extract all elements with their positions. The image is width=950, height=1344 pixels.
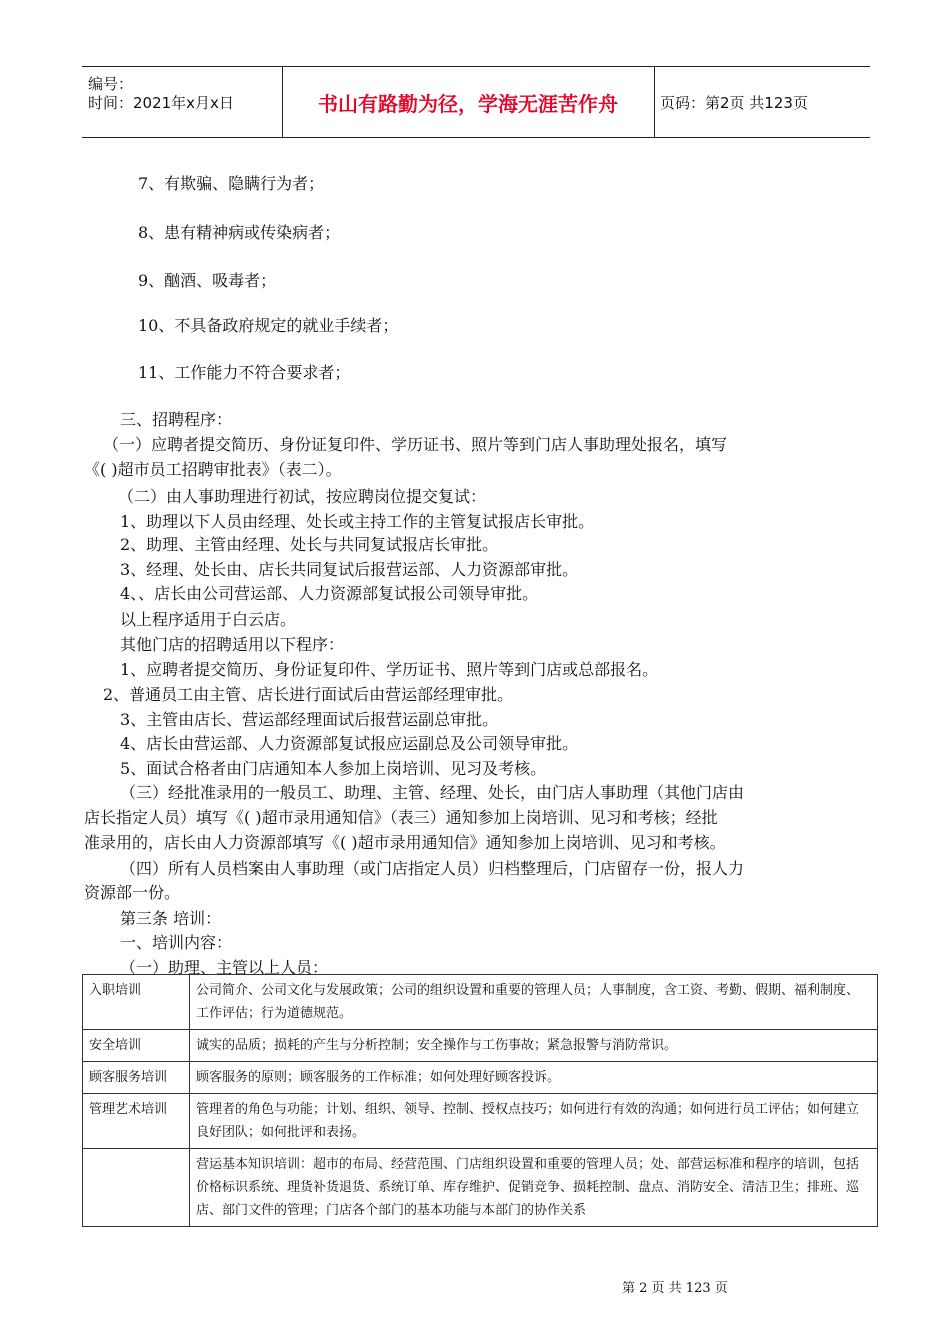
- table-cell-value: 营运基本知识培训：超市的布局、经营范围、门店组织设置和重要的管理人员；处、部营运标准和程序的培训，包括价格标识系统、理货补货退货、系统订单、库存维护、促销竞争、损耗控制、盘点、消防安全、清洁卫生；排班、巡店、部门文件的管理；门店各个部门的基本功能与本部门的协作关系: [190, 1149, 878, 1227]
- table-cell-value: 公司简介、公司文化与发展政策；公司的组织设置和重要的管理人员；人事制度，含工资、考勤、假期、福利制度、工作评估；行为道德规范。: [190, 975, 878, 1030]
- table-cell-key: 安全培训: [83, 1030, 190, 1062]
- table-row: [83, 1094, 878, 1149]
- text-line: 1、应聘者提交简历、身份证复印件、学历证书、照片等到门店或总部报名。: [120, 660, 659, 679]
- training-table: [82, 974, 878, 1227]
- header-page-info: 页码：第2页 共123页: [660, 93, 808, 112]
- table-cell-value: 顾客服务的原则；顾客服务的工作标准；如何处理好顾客投诉。: [190, 1062, 878, 1094]
- text-line: 以上程序适用于白云店。: [120, 610, 297, 629]
- text-line: 3、经理、处长由、店长共同复试后报营运部、人力资源部审批。: [120, 560, 579, 579]
- text-line: 资源部一份。: [84, 883, 181, 902]
- text-line: 3、主管由店长、营运部经理面试后报营运副总审批。: [120, 710, 499, 729]
- text-line: 1、助理以下人员由经理、处长或主持工作的主管复试报店长审批。: [120, 512, 595, 531]
- table-cell-key: 管理艺术培训: [83, 1094, 190, 1149]
- text-line: 5、面试合格者由门店通知本人参加上岗培训、见习及考核。: [120, 759, 547, 778]
- section-heading: 第三条 培训：: [120, 909, 222, 928]
- text-line: 2、助理、主管由经理、处长与共同复试报店长审批。: [120, 535, 499, 554]
- page-header: [82, 66, 870, 138]
- table-cell-key: 顾客服务培训: [83, 1062, 190, 1094]
- text-line: 8、患有精神病或传染病者；: [138, 223, 341, 242]
- text-line: （二）由人事助理进行初试，按应聘岗位提交复试：: [118, 487, 487, 506]
- page-footer: 第 2 页 共 123 页: [622, 1281, 728, 1296]
- text-line: 4、、店长由公司营运部、人力资源部复试报公司领导审批。: [120, 584, 539, 603]
- table-row: [83, 1062, 878, 1094]
- table-row: [83, 1149, 878, 1227]
- text-line: 店长指定人员）填写《( )超市录用通知信》（表三）通知参加上岗培训、见习和考核；经批: [84, 808, 718, 827]
- text-line: 10、不具备政府规定的就业手续者；: [138, 316, 399, 335]
- header-motto: 书山有路勤为径，学海无涯苦作舟: [282, 67, 655, 137]
- table-cell-value: 管理者的角色与功能；计划、组织、领导、控制、授权点技巧；如何进行有效的沟通；如何进行员工评估；如何建立良好团队；如何批评和表扬。: [190, 1094, 878, 1149]
- table-row: [83, 1030, 878, 1062]
- text-line: （一）助理、主管以上人员：: [120, 958, 329, 977]
- header-meta: [82, 67, 283, 137]
- text-line: 一、培训内容：: [120, 933, 233, 952]
- text-line: 9、酗酒、吸毒者；: [138, 271, 277, 290]
- text-line: （四）所有人员档案由人事助理（或门店指定人员）归档整理后，门店留存一份，报人力: [120, 859, 745, 878]
- number-label: 编号：: [88, 75, 134, 93]
- section-heading: 三、招聘程序：: [120, 410, 233, 429]
- text-line: 11、工作能力不符合要求者；: [138, 363, 351, 382]
- text-line: 准录用的，店长由人力资源部填写《( )超市录用通知信》通知参加上岗培训、见习和考核。: [84, 833, 726, 852]
- text-line: （一）应聘者提交简历、身份证复印件、学历证书、照片等到门店人事助理处报名，填写: [103, 435, 728, 454]
- text-line: （三）经批准录用的一般员工、助理、主管、经理、处长，由门店人事助理（其他门店由: [120, 783, 745, 802]
- table-cell-key: 入职培训: [83, 975, 190, 1030]
- text-line: 其他门店的招聘适用以下程序：: [120, 635, 345, 654]
- text-line: 4、店长由营运部、人力资源部复试报应运副总及公司领导审批。: [120, 734, 579, 753]
- table-cell-value: 诚实的品质；损耗的产生与分析控制；安全操作与工伤事故；紧急报警与消防常识。: [190, 1030, 878, 1062]
- text-line: 7、有欺骗、隐瞒行为者；: [138, 174, 325, 193]
- text-line: 《( )超市员工招聘审批表》（表二）。: [84, 460, 342, 479]
- text-line: 2、普通员工由主管、店长进行面试后由营运部经理审批。: [103, 685, 514, 704]
- table-row: [83, 975, 878, 1030]
- time-label: 时间：2021年x月x日: [88, 94, 234, 112]
- table-cell-key: [83, 1149, 190, 1227]
